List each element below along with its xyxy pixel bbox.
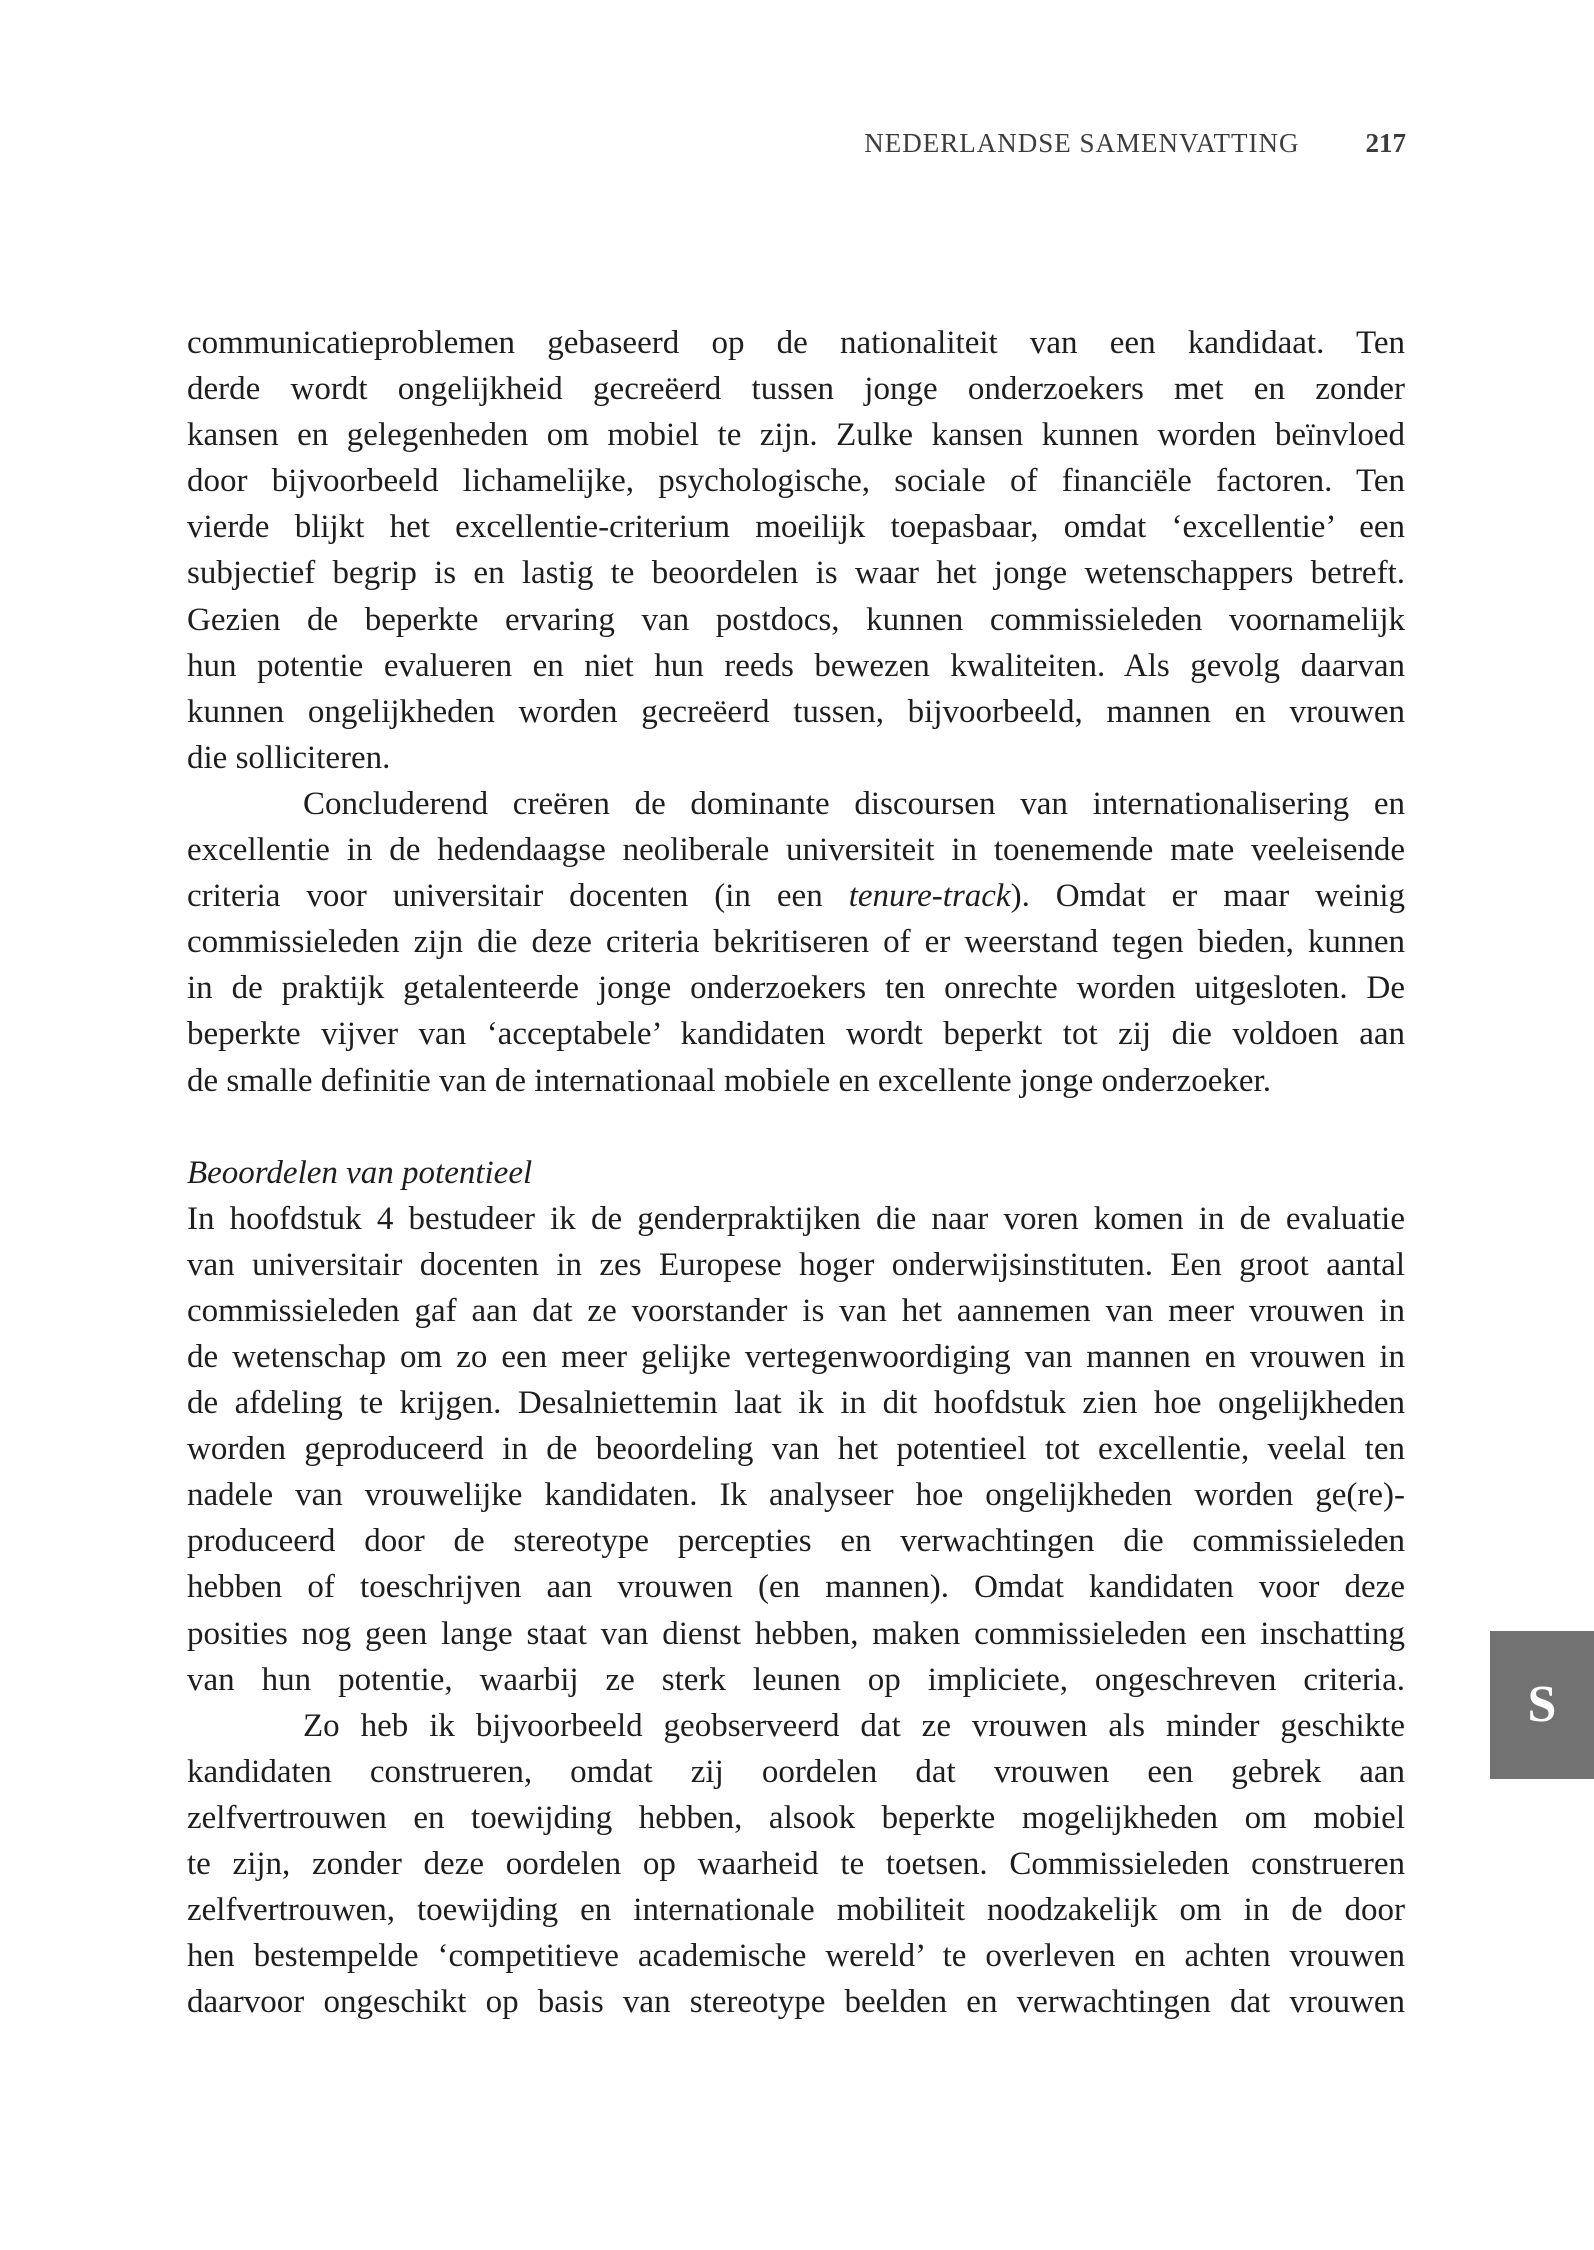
text-line: te zijn, zonder deze oordelen op waarheid te toetsen. Commissieleden construeren [187, 1846, 1405, 1882]
text-line: communicatieproblemen gebaseerd op de nationaliteit van een kandidaat. Ten [187, 325, 1405, 361]
page-number: 217 [1365, 128, 1406, 158]
body-text [187, 320, 1405, 2025]
text-line: kunnen ongelijkheden worden gecreëerd tussen, bijvoorbeeld, mannen en vrouwen [187, 693, 1405, 730]
section-heading-text: Beoordelen van potentieel [187, 1154, 533, 1191]
text-line: Concluderend creëren de dominante discoursen van internationalisering en [303, 785, 1405, 822]
running-header [864, 128, 1406, 164]
text-line: Gezien de beperkte ervaring van postdocs, kunnen commissieleden voornamelijk [187, 601, 1405, 638]
text-line: commissieleden gaf aan dat ze voorstander is van het aannemen van meer vrouwen in [187, 1292, 1405, 1329]
text-line: kandidaten construeren, omdat zij oordelen dat vrouwen een gebrek aan [187, 1753, 1405, 1790]
text-line: zelfvertrouwen, toewijding en internationale mobiliteit noodzakelijk om in de door [187, 1892, 1405, 1929]
text-line: daarvoor ongeschikt op basis van stereotype beelden en verwachtingen dat vrouwen [187, 1984, 1405, 2021]
text-line: van hun potentie, waarbij ze sterk leunen op impliciete, ongeschreven criteria. [187, 1661, 1405, 1698]
text-segment: criteria voor universitair docenten (in een [187, 878, 849, 915]
section-tab-letter: S [1527, 1676, 1557, 1733]
text-line: subjectief begrip is en lastig te beoordelen is waar het jonge wetenschappers betreft. [187, 555, 1405, 592]
text-line: zelfvertrouwen en toewijding hebben, alsook beperkte mogelijkheden om mobiel [187, 1799, 1405, 1836]
text-line: Zo heb ik bijvoorbeeld geobserveerd dat ze vrouwen als minder geschikte [303, 1707, 1405, 1744]
text-line: beperkte vijver van ‘acceptabele’ kandidaten wordt beperkt tot zij die voldoen aan [187, 1016, 1405, 1053]
text-line: die solliciteren. [187, 739, 391, 776]
text-line: de smalle definitie van de internationaal mobiele en excellente jonge onderzoeker. [187, 1062, 1271, 1099]
text-line: hun potentie evalueren en niet hun reeds bewezen kwaliteiten. Als gevolg daarvan [187, 647, 1405, 684]
section-thumb-tab [1490, 1631, 1594, 1779]
text-line: in de praktijk getalenteerde jonge onderzoekers ten onrechte worden uitgesloten. De [187, 970, 1405, 1007]
text-line [187, 873, 1405, 919]
text-line: de afdeling te krijgen. Desalniettemin laat ik in dit hoofdstuk zien hoe ongelijkheden [187, 1385, 1405, 1422]
text-line: door bijvoorbeeld lichamelijke, psychologische, sociale of financiële factoren. Ten [187, 463, 1405, 500]
text-line: de wetenschap om zo een meer gelijke vertegenwoordiging van mannen en vrouwen in [187, 1338, 1405, 1375]
text-line: vierde blijkt het excellentie-criterium moeilijk toepasbaar, omdat ‘excellentie’ een [187, 509, 1405, 546]
text-line: excellentie in de hedendaagse neoliberale universiteit in toenemende mate veeleisende [187, 832, 1405, 869]
text-line: derde wordt ongelijkheid gecreëerd tussen jonge onderzoekers met en zonder [187, 371, 1405, 408]
text-line: hen bestempelde ‘competitieve academische wereld’ te overleven en achten vrouwen [187, 1938, 1405, 1975]
paragraph-gap [187, 1104, 1405, 1150]
text-line: worden geproduceerd in de beoordeling van het potentieel tot excellentie, veelal ten [187, 1431, 1405, 1468]
text-segment: ). Omdat er maar weinig [1010, 878, 1405, 915]
text-line: van universitair docenten in zes Europese hoger onderwijsinstituten. Een groot aantal [187, 1246, 1405, 1283]
text-line: posities nog geen lange staat van dienst hebben, maken commissieleden een inschatting [187, 1615, 1405, 1652]
section-heading [187, 1150, 1405, 1196]
text-line: hebben of toeschrijven aan vrouwen (en mannen). Omdat kandidaten voor deze [187, 1569, 1405, 1606]
italic-term: tenure-track [848, 878, 1011, 915]
text-line: kansen en gelegenheden om mobiel te zijn. Zulke kansen kunnen worden beïnvloed [187, 417, 1405, 454]
running-title: NEDERLANDSE SAMENVATTING [864, 128, 1300, 158]
text-line: nadele van vrouwelijke kandidaten. Ik analyseer hoe ongelijkheden worden ge(re)- [187, 1477, 1405, 1514]
text-line: In hoofdstuk 4 bestudeer ik de genderpraktijken die naar voren komen in de evaluatie [187, 1200, 1405, 1237]
text-line: commissieleden zijn die deze criteria bekritiseren of er weerstand tegen bieden, kunnen [187, 924, 1405, 961]
text-line: produceerd door de stereotype percepties en verwachtingen die commissieleden [187, 1523, 1405, 1560]
